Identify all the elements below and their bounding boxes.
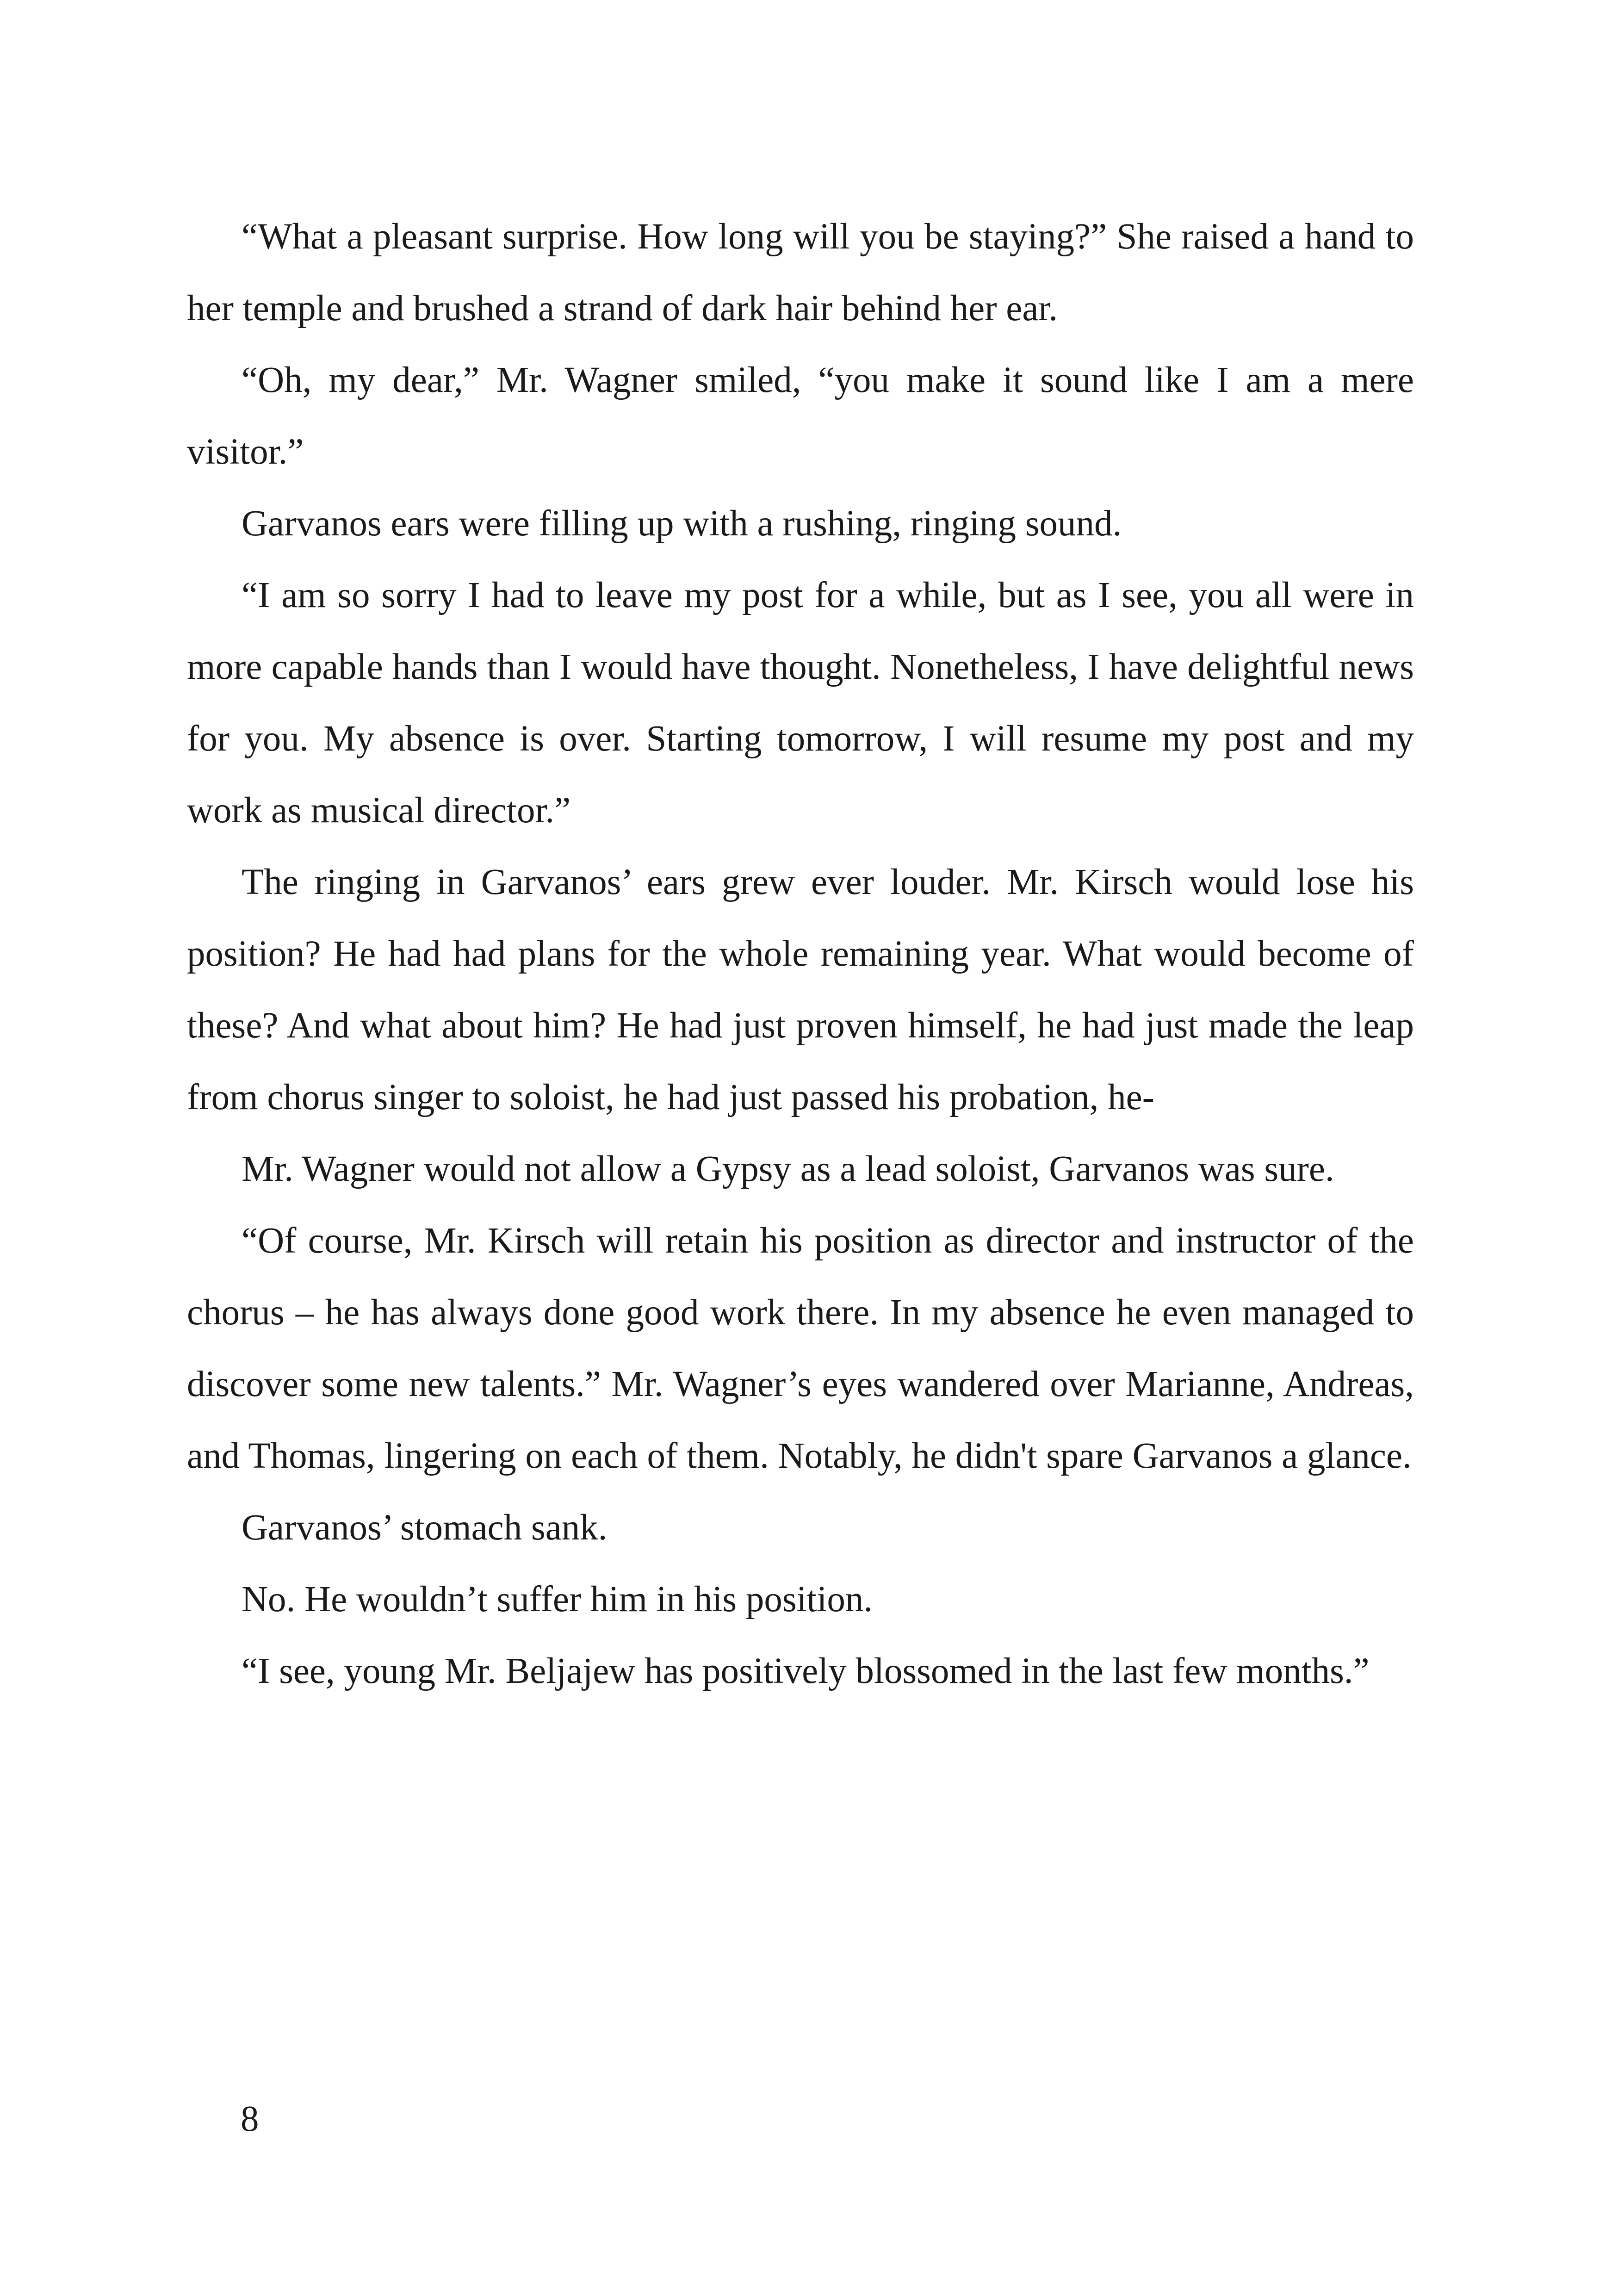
paragraph: No. He wouldn’t suffer him in his position. [242, 1579, 873, 1620]
paragraph: “Of course, Mr. Kirsch will retain his position as director and instructor of the chorus – he has always done good work there. In my absence he even managed to discover some new talents.” Mr. Wagner’s eyes wandered over Marianne, Andreas, and Thomas, lingering on each of them. Notably, he didn't spare Garvanos a glance. [187, 1221, 1414, 1476]
body-text [187, 201, 1414, 1707]
paragraph: “I am so sorry I had to leave my post for a while, but as I see, you all were in more capable hands than I would have thought. Nonetheless, I have delightful news for you. My absence is over. Starting tomorrow, I will resume my post and my work as musical director.” [187, 575, 1414, 831]
paragraph: Garvanos ears were filling up with a rushing, ringing sound. [242, 503, 1122, 544]
paragraph: “Oh, my dear,” Mr. Wagner smiled, “you make it sound like I am a mere visitor.” [187, 360, 1414, 472]
paragraph: “I see, young Mr. Beljajew has positively blossomed in the last few months.” [242, 1651, 1370, 1691]
paragraph: “What a pleasant surprise. How long will you be staying?” She raised a hand to her temple and brushed a strand of dark hair behind her ear. [187, 217, 1414, 329]
paragraph: Mr. Wagner would not allow a Gypsy as a lead soloist, Garvanos was sure. [242, 1149, 1334, 1189]
paragraph: Garvanos’ stomach sank. [242, 1508, 608, 1548]
page-number: 8 [241, 2099, 259, 2139]
paragraph: The ringing in Garvanos’ ears grew ever louder. Mr. Kirsch would lose his position? He had had plans for the whole remaining year. What would become of these? And what about him? He had just proven himself, he had just made the leap from chorus singer to soloist, he had just passed his probation, he- [187, 862, 1414, 1117]
